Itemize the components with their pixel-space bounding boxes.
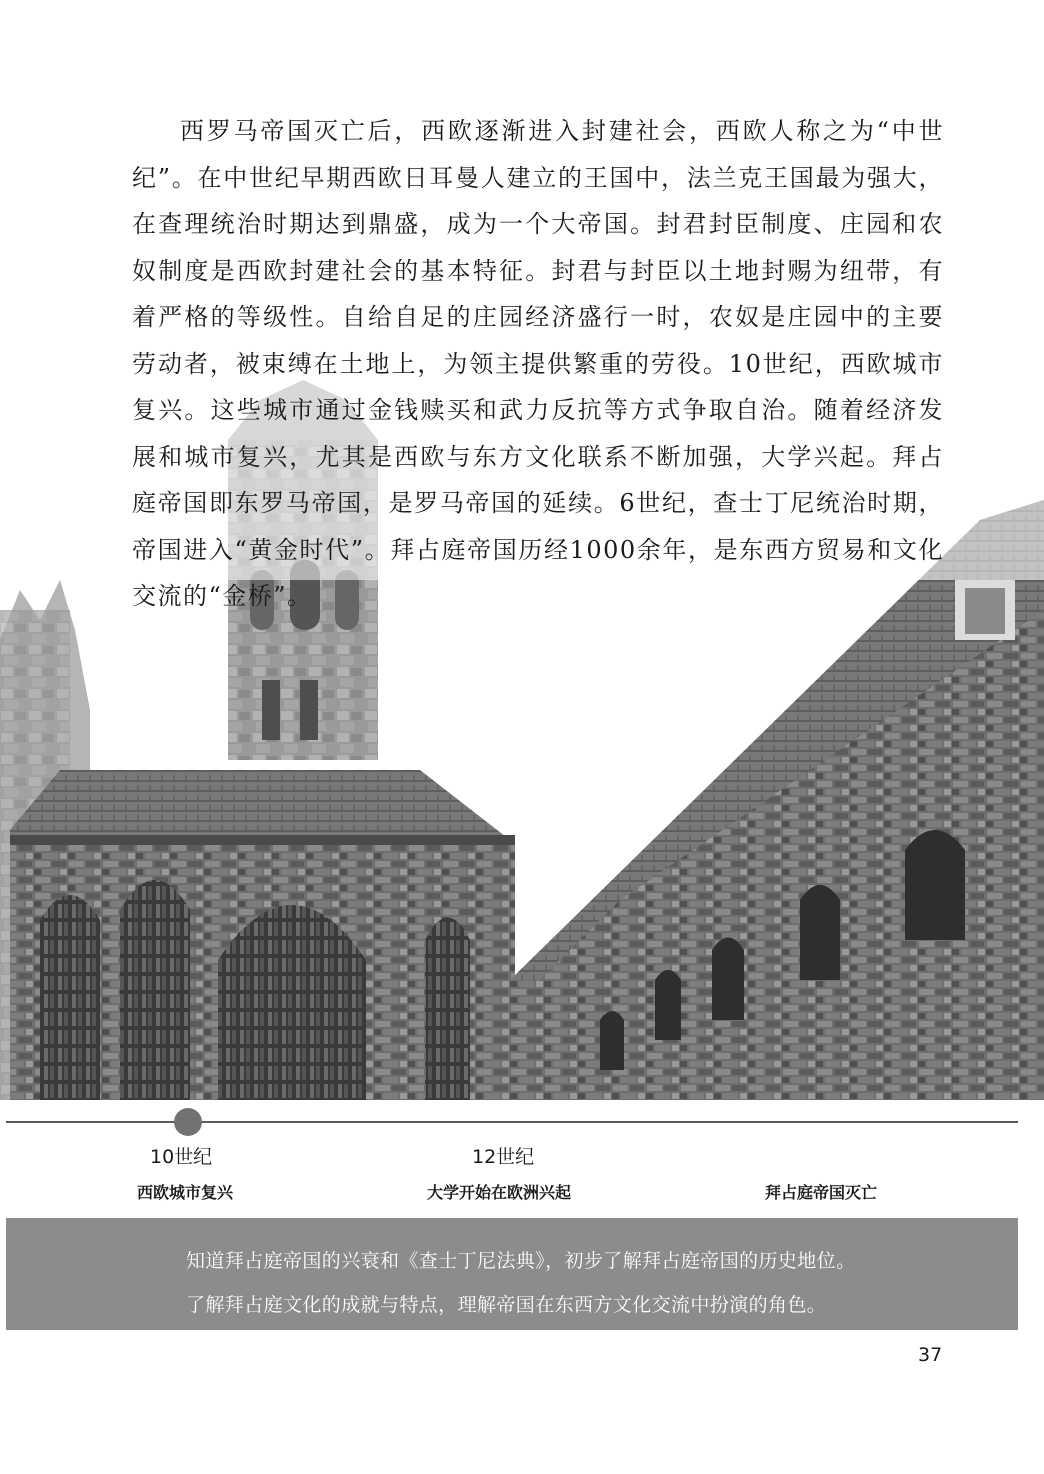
page-number: 37 [918,1344,943,1366]
main-text [132,108,944,620]
timeline-year-2: 12世纪 [472,1146,535,1168]
timeline-event-2: 大学开始在欧洲兴起 [427,1183,572,1202]
timeline-marker-dot [174,1108,202,1136]
body-paragraph: 西罗马帝国灭亡后，西欧逐渐进入封建社会，西欧人称之为“中世纪”。在中世纪早期西欧日耳曼人建立的王国中，法兰克王国最为强大，在查理统治时期达到鼎盛，成为一个大帝国。封君封臣制度、庄园和农奴制度是西欧封建社会的基本特征。封君与封臣以土地封赐为纽带，有着严格的等级性。自给自足的庄园经济盛行一时，农奴是庄园中的主要劳动者，被束缚在土地上，为领主提供繁重的劳役。10世纪，西欧城市复兴。这些城市通过金钱赎买和武力反抗等方式争取自治。随着经济发展和城市复兴，尤其是西欧与东方文化联系不断加强，大学兴起。拜占庭帝国即东罗马帝国，是罗马帝国的延续。6世纪，查士丁尼统治时期，帝国进入“黄金时代”。拜占庭帝国历经1000余年，是东西方贸易和文化交流的“金桥”。 [132,117,944,610]
timeline-event-1: 西欧城市复兴 [137,1183,234,1202]
timeline-line [6,1121,1018,1123]
objective-line-2: 了解拜占庭文化的成就与特点，理解帝国在东西方文化交流中扮演的角色。 [186,1294,827,1316]
timeline-event-3: 拜占庭帝国灭亡 [765,1183,878,1202]
timeline-year-1: 10世纪 [150,1146,213,1168]
objective-line-1: 知道拜占庭帝国的兴衰和《查士丁尼法典》，初步了解拜占庭帝国的历史地位。 [186,1250,856,1272]
learning-objectives-band [6,1218,1018,1330]
